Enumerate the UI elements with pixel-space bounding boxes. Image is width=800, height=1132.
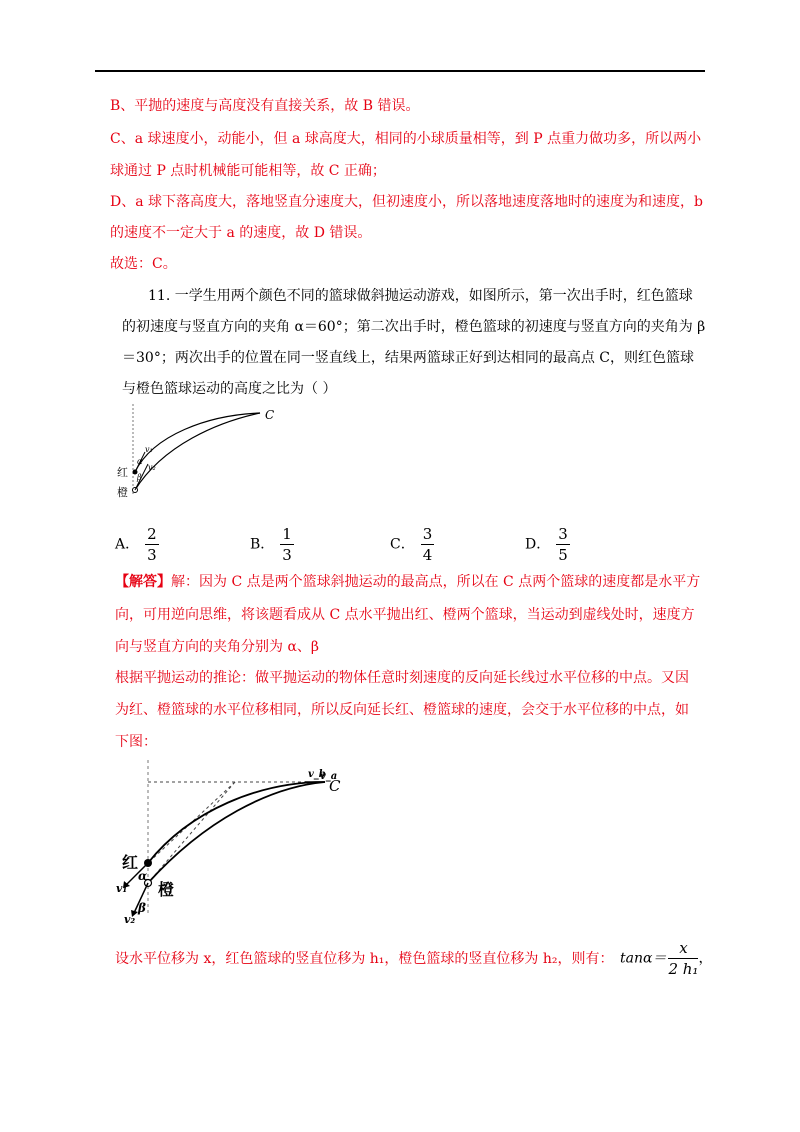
answer-line-6: 下图： — [115, 734, 157, 750]
fig2-orange-label: 橙 — [158, 880, 175, 899]
fig2-red-label: 红 — [122, 853, 139, 872]
answer-line-5: 为红、橙篮球的水平位移相同，所以反向延长红、橙篮球的速度，会交于水平位移的中点，如 — [115, 702, 689, 718]
analysis-option-d-line1: D、a 球下落高度大，落地竖直分速度大，但初速度小，所以落地速度落地时的速度为和速度，b — [110, 194, 703, 210]
answer-line-3: 向与竖直方向的夹角分别为 α、β — [115, 639, 319, 655]
fig1-beta-label: β — [137, 473, 142, 482]
fig2-v2-label: v₂ — [124, 913, 136, 925]
fig2-alpha-label: α — [138, 869, 148, 883]
option-c-fraction: $\frac{3}{4}$ — [422, 525, 433, 564]
option-b-fraction: $\frac{1}{3}$ — [282, 525, 292, 564]
question-figure — [108, 400, 288, 505]
header-rule — [95, 70, 705, 72]
analysis-choice: 故选：C。 — [110, 256, 177, 272]
fig2-v1-label: v₁ — [116, 882, 128, 895]
question-line-2: 的初速度与竖直方向的夹角 α＝60°；第二次出手时，橙色篮球的初速度与竖直方向的夹角为 β — [122, 319, 706, 335]
fig1-alpha-label: α — [137, 457, 143, 466]
fig2-beta-label: β — [138, 901, 146, 915]
fig1-point-c: C — [265, 408, 275, 422]
answer-line-1: 【解答】解：因为 C 点是两个篮球斜抛运动的最高点，所以在 C 点两个篮球的速度都是水平方 — [115, 574, 701, 590]
analysis-option-d-line2: 的速度不一定大于 a 的速度，故 D 错误。 — [110, 225, 372, 241]
answer-tag: 【解答】 — [115, 574, 171, 590]
analysis-option-c-line1: C、a 球速度小，动能小，但 a 球高度大，相同的小球质量相等，到 P 点重力做功多，所以两小 — [110, 131, 702, 147]
analysis-option-b: B、平抛的速度与高度没有直接关系，故 B 错误。 — [110, 98, 420, 114]
question-line-3: ＝30°；两次出手的位置在同一竖直线上，结果两篮球正好到达相同的最高点 C，则红色篮球 — [122, 350, 694, 366]
fig1-orange-label: 橙 — [117, 486, 128, 499]
answer-last-line: 设水平位移为 x，红色篮球的竖直位移为 h₁，橙色篮球的竖直位移为 h₂，则有： — [115, 951, 614, 967]
fig2-point-c: C — [329, 777, 341, 795]
option-a-fraction: $\frac{2}{3}$ — [147, 525, 157, 564]
question-line-4: 与橙色篮球运动的高度之比为（ ） — [122, 381, 337, 397]
answer-figure — [110, 755, 350, 925]
option-b: B． $\frac{1}{3}$ — [250, 525, 292, 564]
option-d-fraction: $\frac{3}{5}$ — [558, 525, 568, 564]
tan-alpha-formula: tanα＝ $\frac{x}{\text{2 h₁}}$ ， — [620, 939, 713, 978]
fig1-v2-label: v₂ — [148, 463, 156, 472]
fig1-v1-label: v₁ — [145, 445, 153, 454]
answer-line-2: 向，可用逆向思维，将该题看成从 C 点水平抛出红、橙两个篮球，当运动到虚线处时，速度方 — [115, 607, 695, 623]
fig1-red-label: 红 — [117, 466, 128, 479]
question-line-1: 11. 一学生用两个颜色不同的篮球做斜抛运动游戏，如图所示，第一次出手时，红色篮球 — [148, 288, 693, 304]
option-d: D． $\frac{3}{5}$ — [525, 525, 568, 564]
analysis-option-c-line2: 球通过 P 点时机械能可能相等，故 C 正确； — [110, 163, 386, 179]
answer-line-4: 根据平抛运动的推论：做平抛运动的物体任意时刻速度的反向延长线过水平位移的中点。又因 — [115, 670, 689, 686]
fig2-va-label: v_a — [320, 771, 338, 782]
option-a: A． $\frac{2}{3}$ — [115, 525, 157, 564]
fig2-vb-label: v_b — [308, 769, 326, 780]
option-c: C． $\frac{3}{4}$ — [390, 525, 433, 564]
